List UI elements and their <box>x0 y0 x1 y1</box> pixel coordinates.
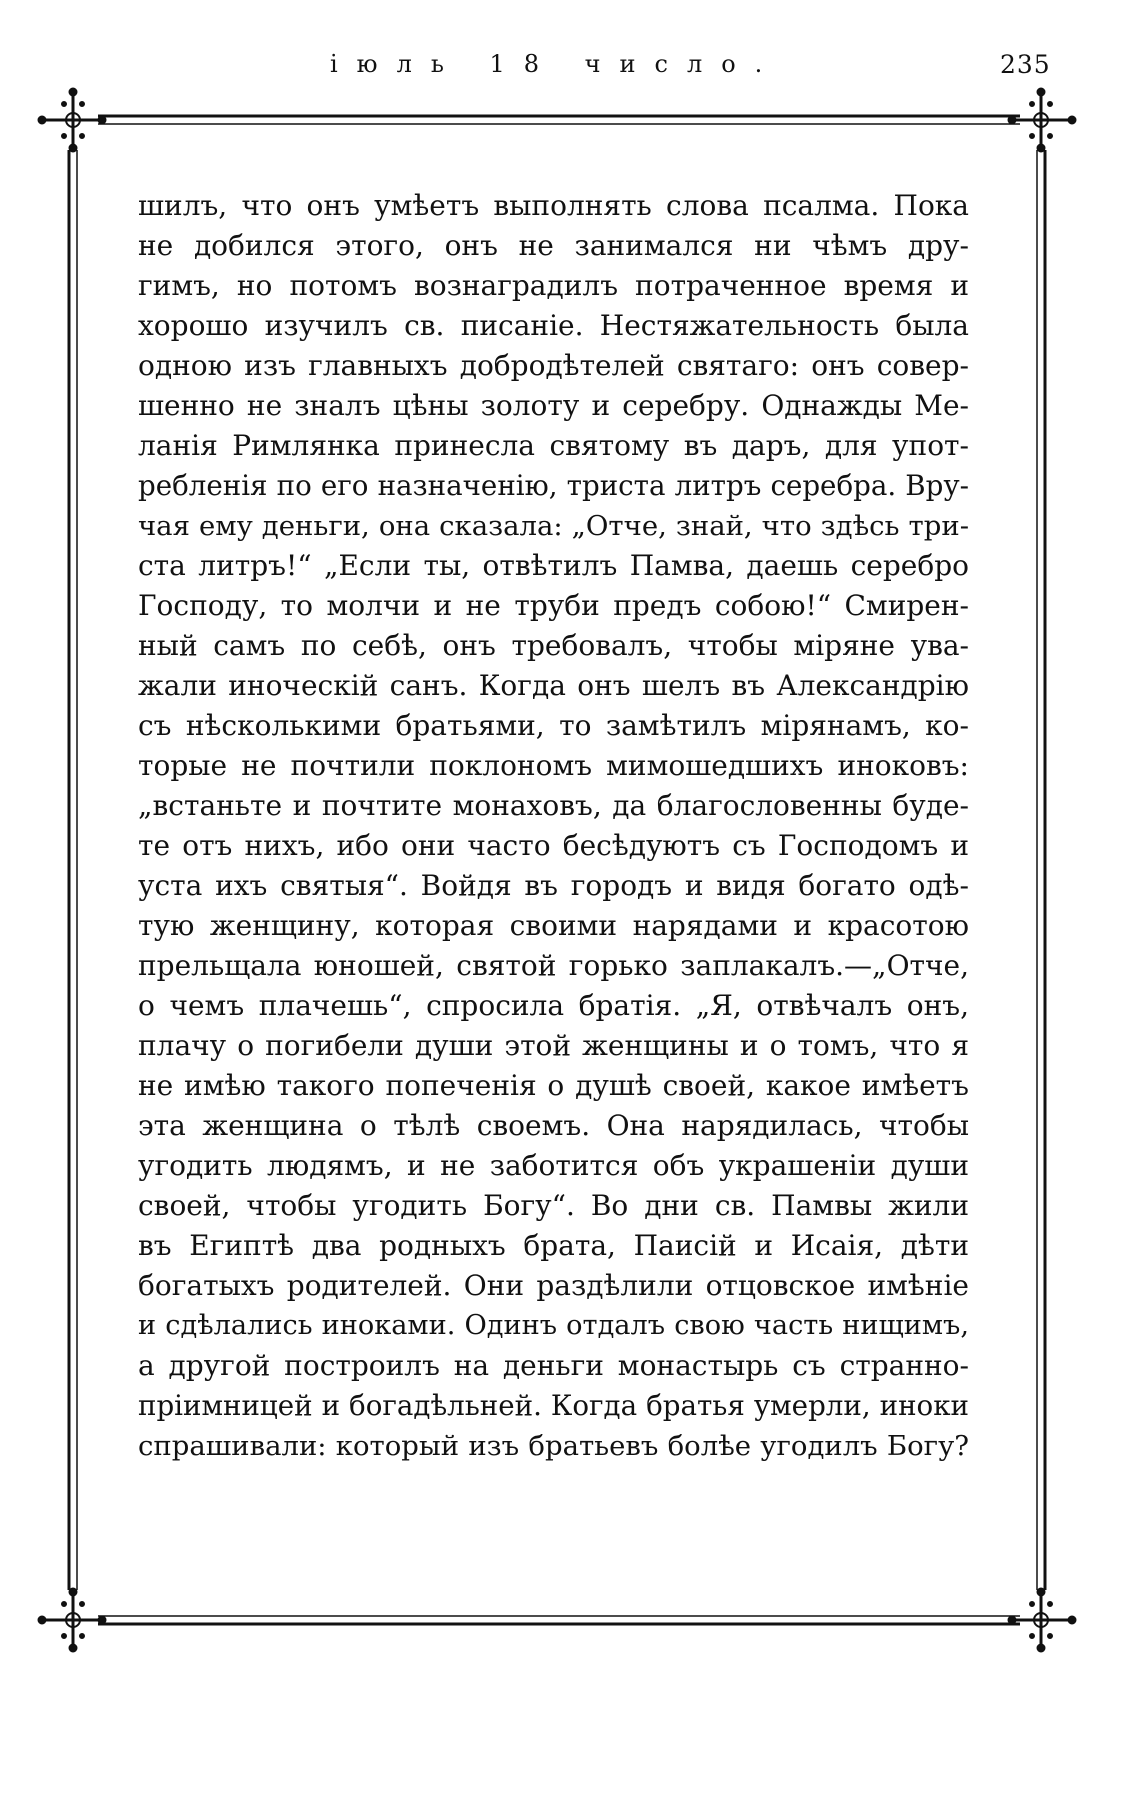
text-line: пріимницей и богадѣльней. Когда братья умерли, иноки <box>138 1389 969 1422</box>
text-line: шилъ, что онъ умѣетъ выполнять слова псалма. Пока <box>138 189 969 222</box>
body-text <box>138 186 969 1466</box>
text-line: спрашивали: который изъ братьевъ болѣе угодилъ Богу? <box>138 1430 969 1462</box>
text-line: хорошо изучилъ св. писаніе. Нестяжательность была <box>138 309 969 342</box>
text-line: своей, чтобы угодить Богу“. Во дни св. Памвы жили <box>138 1189 969 1222</box>
text-line: плачу о погибели души этой женщины и о томъ, что я <box>138 1029 969 1062</box>
text-line: уста ихъ святыя“. Войдя въ городъ и видя богато одѣ- <box>138 869 969 902</box>
text-line: а другой построилъ на деньги монастырь съ странно- <box>138 1349 969 1382</box>
text-line: богатыхъ родителей. Они раздѣлили отцовское имѣніе <box>138 1269 969 1302</box>
text-line: не имѣю такого попеченія о душѣ своей, какое имѣетъ <box>138 1069 969 1102</box>
text-line: торые не почтили поклономъ мимошедшихъ иноковъ: <box>138 749 969 782</box>
text-line: ланія Римлянка принесла святому въ даръ, для упот- <box>138 429 969 462</box>
text-line: прельщала юношей, святой горько заплакалъ.—„Отче, <box>138 949 969 982</box>
running-title: іюль 18 число. <box>330 50 782 78</box>
text-line: тую женщину, которая своими нарядами и красотою <box>138 909 969 942</box>
corner-ornament-bottom-left-icon <box>38 1588 106 1652</box>
page-number: 235 <box>1000 50 1051 79</box>
text-line: чая ему деньги, она сказала: „Отче, знай, что здѣсь три- <box>138 510 969 542</box>
corner-ornament-bottom-right-icon <box>1008 1588 1076 1652</box>
text-line: угодить людямъ, и не заботится объ украшеніи души <box>138 1149 969 1182</box>
text-line: те отъ нихъ, ибо они часто бесѣдуютъ съ Господомъ и <box>138 829 969 862</box>
text-line: не добился этого, онъ не занимался ни чѣмъ дру- <box>138 229 969 262</box>
text-line: и сдѣлались иноками. Одинъ отдалъ свою часть нищимъ, <box>138 1310 969 1341</box>
text-line: ребленія по его назначенію, триста литръ серебра. Вру- <box>138 469 969 502</box>
text-line: въ Египтѣ два родныхъ брата, Паисій и Исаія, дѣти <box>138 1229 969 1262</box>
text-line: ный самъ по себѣ, онъ требовалъ, чтобы міряне ува- <box>138 629 969 662</box>
text-line: гимъ, но потомъ вознаградилъ потраченное время и <box>138 269 969 302</box>
text-line: шенно не зналъ цѣны золоту и серебру. Однажды Ме- <box>138 389 969 422</box>
text-line: жали иноческій санъ. Когда онъ шелъ въ Александрію <box>138 669 969 702</box>
text-line: одною изъ главныхъ добродѣтелей святаго: онъ совер- <box>138 349 969 382</box>
corner-ornament-top-left-icon <box>38 88 106 152</box>
corner-ornament-top-right-icon <box>1008 88 1076 152</box>
text-line: „встаньте и почтите монаховъ, да благословенны буде- <box>138 789 969 822</box>
text-line: Господу, то молчи и не труби предъ собою!“ Смирен- <box>138 589 969 622</box>
text-line: ста литръ!“ „Если ты, отвѣтилъ Памва, даешь серебро <box>138 549 969 582</box>
text-line: эта женщина о тѣлѣ своемъ. Она нарядилась, чтобы <box>138 1109 969 1142</box>
text-line: съ нѣсколькими братьями, то замѣтилъ мірянамъ, ко- <box>138 709 969 742</box>
text-line: о чемъ плачешь“, спросила братія. „Я, отвѣчалъ онъ, <box>138 989 969 1022</box>
